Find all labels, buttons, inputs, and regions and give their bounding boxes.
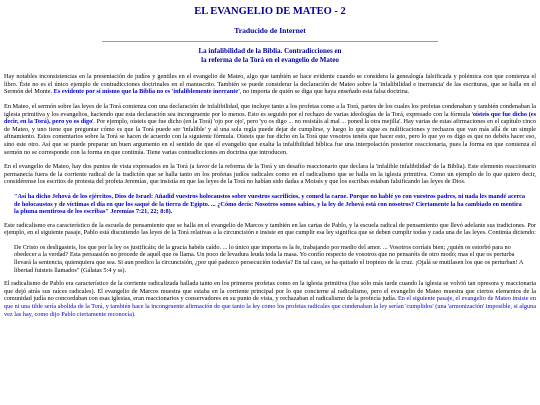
jeremiah-quote [14,193,526,216]
section-heading-line-2 [4,56,536,65]
paragraph-5 [4,280,536,318]
page-title: EL EVANGELIO DE MATEO - 2 [194,6,346,17]
paragraph-4: Este radicalismo era característico de la escuela de pensamiento que se halla en el evangelio de Marcos y también en las cartas de Pablo, y la escuela radical de pensamiento que llevó adelante sus tradiciones. Por ejemplo, en el siguiente pasaje, Pablo está discutiendo las leyes de la Torá relativas a la circuncisión e insiste en que cumplir esa ley significa que se deben cumplir todas y cada una de las leyes. Continúa diciendo: [4,221,536,237]
paragraph-5-text: El radicalismo de Pablo era característico de la corriente radicalizada hallada tanto en los primeros profetas como en la iglesia primitiva (fue sólo más tarde cuando la iglesia se volvió tan opresora y reaccionaria que dejó atrás sus raíces radicales). El evangelio de Marcos muestra que estaba en la corriente principal por lo que concierne al radicalismo, pero el evangelio de Mateo muestra que ciertos elementos de la comunidad judía no concordaban con esas iglesias, eran reaccionarios y conservadores en su punto de vista, y rechazaban el radicalismo de la profecía judía. [4,280,536,303]
galatians-quote: De Cristo os desligasteis, los que por la ley os justificáis; de la gracia habéis caído. ... lo único que importa es la fe, trabajando por medio del amor. ... Vosotros corríais bien; ¿quién os estorbó para no obedecer a la verdad? Esta persuasión no procede de aquél que os llama. Un poco de levadura leuda toda la masa. Yo confío respecto de vosotros que no pensaréis de otro modo; mas el que os perturba llevará la sentencia, quienquiera que sea. Si aun predico la circuncisión, ¿por qué padezco persecución todavía? En tal caso, se ha quitado el tropiezo de la cruz. ¡Ojalá se mutilasen los que os perturban! A libertad fuisteis llamados" (Gálatas 5:4 y ss). [14,243,524,274]
paragraph-2-formula: oísteis que fue dicho (es decir, en la Torá), pero yo os digo [4,110,537,126]
paragraph-2 [4,103,536,156]
jeremiah-quote-reference: Jeremías 7:21, 22; 8:8). [108,208,173,216]
paragraph-2-text: En Mateo, el sermón sobre las leyes de la Torá comienza con una declaración de infalibilidad, que incluye tanto a los profetas como a la Torá, partes de los cuales los profetas condenaban y también condenaban la iglesia primitiva y los evangelios, haciendo que esta declaración sea incongruente por lo menos. Esto es seguido por el rechazo de varias ideologías de la Torá, expresado con la fórmula ' [4,102,536,118]
paragraph-5-highlight: En el siguiente pasaje, el evangelio de Mateo insiste en que ni una tilde sería abolida de la Torá, y también hace la incongruente afirmación de que tanto la ley como los profetas radicales que condenaban la ley serían 'cumplidos' (una 'armonización' imposible, si alguna vez las hay, como dijo Pablo ciertamente reconocía). [4,295,536,318]
section-heading-line-1: La infalibilidad de la Biblia. Contradicciones en [198,47,342,55]
paragraph-1-text: Hay notables inconsistencias en la presentación de judíos y gentiles en el evangelio de Mateo, algo que también se hace evidente cuando se considera la genealogía falsificada y polémica con que comienza el libro. Éste no es el único ejemplo de contradicciones doctrinales en el manuscrito. También se puede considerar la declaración de Mateo sobre la 'infalibilidad e inerrancia' de las escrituras, que se halla en el Sermón del Monte. [4,73,536,96]
divider [102,41,437,42]
page-subtitle: Traducido de Internet [234,26,306,35]
paragraph-1-tail: , no importa de quién se diga que haya enseñado esta falsa doctrina. [239,88,410,96]
section-heading [4,47,536,64]
paragraph-2-tail: '. Por ejemplo, oísteis que fue dicho (en la Torá) 'ojo por ojo', pero 'yo os digo ... no resistáis al mal ... poned la otra mejilla'. Hay varias de estas afirmaciones en el capítulo cinco de Mateo, y uno tiene que preguntar cómo es que la Torá puede ser 'infalible' y al una sola regla puede dejar de cumplirse, y luego lo que sigue es nulificaciones y rechazos que van más allá de un simple afinamiento. Estos comentarios sobre la Torá se hacen de acuerdo con la siguiente fórmula. Oísteis que fue dicho en la Torá que vosotros tenéis que hacer esto, pero lo que yo os digo es que no debéis hacer eso, sino este otro. Así que se puede preparar un buen argumento en el sentido de que el evangelio que exalta la infalibilidad bíblica fue una interpolación posterior reaccionaria, pues la forma en que comienza el sermón no se corresponde con la forma en que continúa. Tiene varias contradicciones en doctrina que introducen. [4,118,536,156]
paragraph-1-highlight: Es evidente por sí mismo que la Biblia no es 'infaliblemente inerrante' [53,88,240,96]
section-heading-line-2-text: la referma de la Torá en el evangelio de Mateo [201,55,339,64]
jeremiah-quote-text: "Así ha dicho Jehová de los ejércitos, Dios de Israel: Añadid vuestros holocaustos sobre vuestros sacrificios, y comed la carne. Porque no hablé yo con vuestros padres, ni nada les mandé acerca de holocaustos y de víctimas el día en que los saqué de la tierra de Egipto. ... ¿Cómo decís: Nosotros somos sabios, y la ley de Jehová está con nosotros? Ciertamente la ha cambiado en mentira la pluma mentirosa de los escribas" [14,192,526,216]
paragraph-3: En el evangelio de Mateo, hay dos puntos de vista expresados en la Torá (a favor de la reforma de la Torá y un desafío reaccionario que declara la 'infalible infalibilidad' de la Biblia). Este elemento reaccionario permanecía fuera de la corriente radical de la tradición que se halla tanto en los profetas judíos radicales como en el radicalismo que se halla en la iglesia primitiva. Como un ejemplo de lo que quiero decir, considérense los escritos de protesta del profeta Jeremías, que insistía en que las leyes de la Torá no habían sido dadas a Moisés y que los escribas estaban falsificando las leyes de Dios. [4,163,536,186]
paragraph-1 [4,73,536,96]
